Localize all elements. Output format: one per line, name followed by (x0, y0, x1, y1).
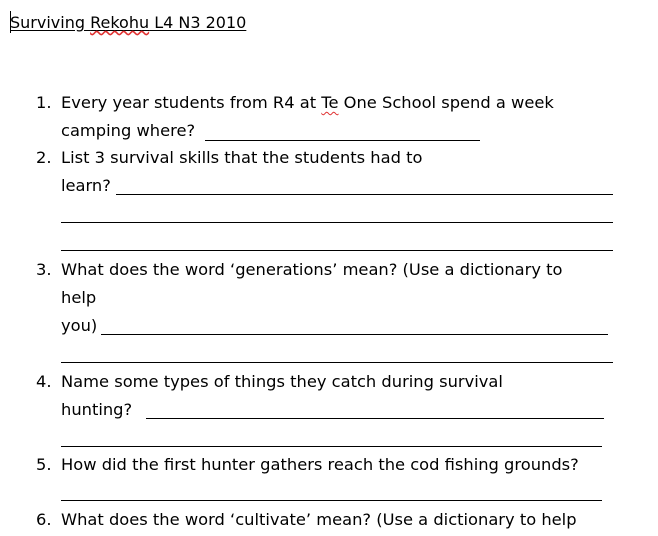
question-4-number: 4. (36, 372, 52, 391)
question-4-line-2: hunting? (61, 400, 133, 419)
question-4-line-1: Name some types of things they catch during survival (61, 372, 503, 391)
document-title (10, 13, 246, 33)
answer-line (61, 362, 613, 363)
answer-line (116, 194, 613, 195)
question-5-line-1: How did the first hunter gathers reach the cod fishing grounds? (61, 455, 579, 474)
answer-line (101, 334, 608, 335)
answer-line (61, 222, 613, 223)
question-1-line-2: camping where? (61, 121, 196, 140)
question-3-line-3: you) (61, 316, 98, 335)
question-6-number: 6. (36, 510, 52, 529)
question-3-line-2: help (61, 288, 97, 307)
question-1-line-1: Every year students from R4 at Te One School spend a week (61, 93, 554, 112)
answer-line (61, 250, 613, 251)
question-2-line-2: learn? (61, 176, 111, 195)
answer-line (146, 418, 604, 419)
title-rest: L4 N3 2010 (149, 13, 247, 32)
question-3-line-1: What does the word ‘generations’ mean? (Use a dictionary to (61, 260, 563, 279)
question-2-line-1: List 3 survival skills that the students had to (61, 148, 423, 167)
question-1-number: 1. (36, 93, 52, 112)
word-te: Te (321, 93, 339, 112)
question-6-line-1: What does the word ‘cultivate’ mean? (Use a dictionary to help (61, 510, 577, 529)
answer-line (205, 140, 480, 141)
question-5-number: 5. (36, 455, 52, 474)
question-3-number: 3. (36, 260, 52, 279)
question-2-number: 2. (36, 148, 52, 167)
title-word-surviving: Surviving (10, 13, 85, 32)
answer-line (61, 446, 602, 447)
title-word-rekohu: Rekohu (90, 13, 150, 32)
answer-line (61, 500, 602, 501)
